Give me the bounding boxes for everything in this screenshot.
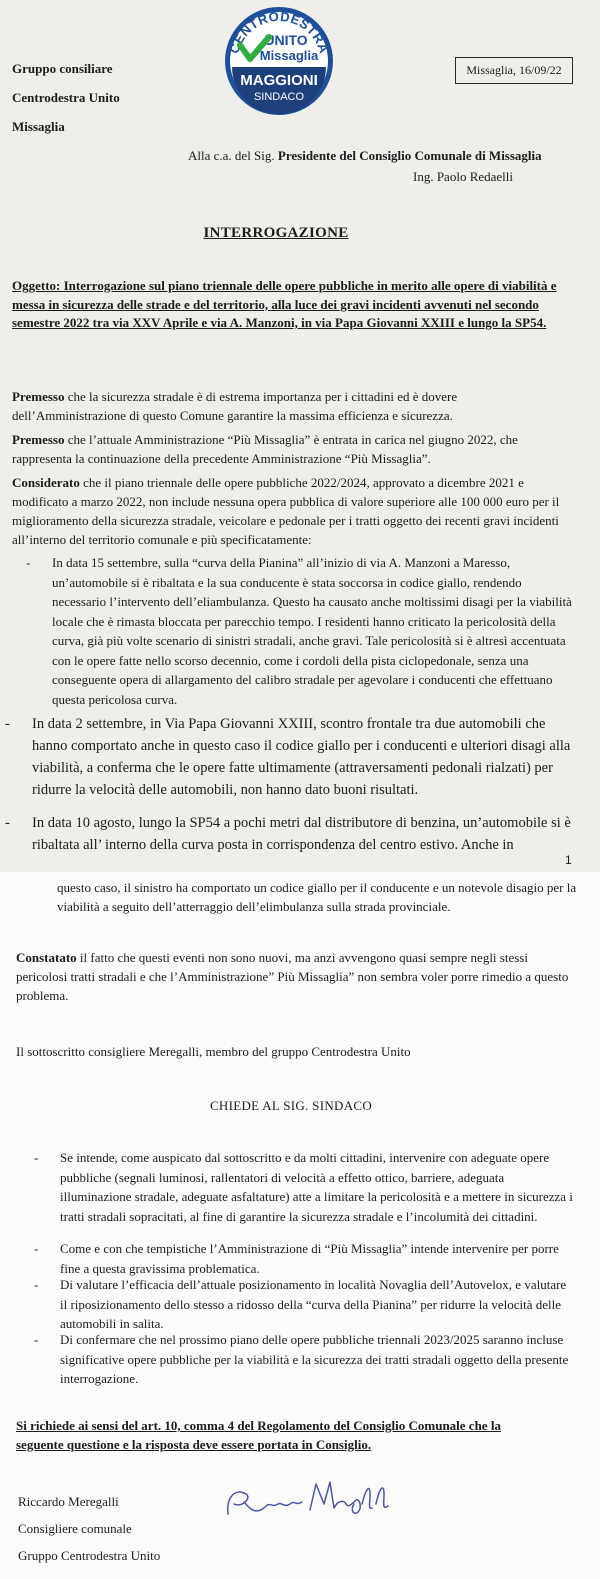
premise-2-text: che l’attuale Amministrazione “Più Missaglia” è entrata in carica nel giugno 2022, che rappresenta la continuazione della precedente Amministrazione “Più Missaglia”. — [12, 432, 518, 466]
incident-3-continued: questo caso, il sinistro ha comportato un codice giallo per il conducente e un notevole disagio per la viabilità a seguito dell’atterraggio dell’elimbulanza sulla strada provinciale. — [57, 880, 577, 914]
noted — [16, 948, 578, 1005]
request-3: - Di valutare l’efficacia dell’attuale posizionamento in località Novaglia dell’Autovelox, e valutare il riposizionamento dello stesso a ridosso della “curva della Pianina” per ridurre la velocità delle automobili in salita. — [34, 1277, 567, 1331]
considered — [12, 473, 572, 549]
considered-keyword: Considerato — [12, 475, 80, 490]
closing-request: Si richiede ai sensi del art. 10, comma 4 del Regolamento del Consiglio Comunale che la seguente questione e la risposta deve essere portata in Consiglio. — [16, 1418, 501, 1452]
logo-text-4: MAGGIONI — [240, 72, 318, 89]
recipient-prefix: Alla c.a. del Sig. — [188, 148, 278, 163]
request-4: - Di confermare che nel prossimo piano delle opere pubbliche triennali 2023/2025 saranno incluse significative opere pubbliche per la viabilità e la sicurezza dei tratti stradali oggetto della presente interrogazione. — [34, 1332, 569, 1386]
logo-text-3: Missaglia — [259, 48, 319, 63]
recipient-line — [188, 146, 542, 165]
group-name-line3: Missaglia — [12, 119, 65, 134]
request-2-text: Come e con che tempistiche l’Amministrazione di “Più Missaglia” intende intervenire per porre fine a questa gravissima problematica. — [60, 1241, 559, 1276]
logo-text-5: SINDACO — [253, 91, 305, 103]
request-4-text: Di confermare che nel prossimo piano delle opere pubbliche triennali 2023/2025 saranno incluse significative opere pubbliche per la viabilità e la sicurezza dei tratti stradali oggetto della presente interrogazione. — [60, 1332, 569, 1386]
request-3-text: Di valutare l’efficacia dell’attuale posizionamento in località Novaglia dell’Autovelox, e valutare il riposizionamento dello stesso a ridosso della “curva della Pianina” per ridurre la velocità delle automobili in salita. — [60, 1277, 567, 1331]
signer-role: Consigliere comunale — [18, 1521, 132, 1536]
request-1: - Se intende, come auspicato dal sottoscritto e da molti cittadini, intervenire con adeguate opere pubbliche (segnali luminosi, rallentatori di velocità a effetto ottico, barriere, adeguata illuminazione stradale, adeguate asfaltature) atte a limitare la pericolosità e a mettere in sicurezza i tratti stradali sopracitati, al fine di garantire la sicurezza stradale e l’incolumità dei cittadini. — [34, 1150, 573, 1224]
recipient-name: Ing. Paolo Redaelli — [413, 169, 514, 184]
signer-name: Riccardo Meregalli — [18, 1494, 119, 1509]
page-number: 1 — [565, 853, 572, 867]
premise-2-keyword: Premesso — [12, 432, 65, 447]
group-name-line1: Gruppo consiliare — [12, 61, 113, 76]
recipient-title: Presidente del Consiglio Comunale di Missaglia — [277, 148, 542, 163]
incident-2-text: In data 2 settembre, in Via Papa Giovanni XXIII, scontro frontale tra due automobili che hanno comportato anche in questo caso il codice giallo per i conducenti e ulteriori disagi alla viabilità, a conferma che le opere fatte ultimamente (attraversamenti pedonali rialzati) per ridurre la velocità delle automobili, non hanno dato buoni risultati. — [32, 716, 571, 798]
subject: Oggetto: Interrogazione sul piano triennale delle opere pubbliche in merito alle opere di viabilità e messa in sicurezza delle strade e del territorio, alla luce dei gravi incidenti avvenuti nel secondo semestre 2022 tra via XXV Aprile e via A. Manzoni, in via Papa Giovanni XXIII e lungo la SP54. — [12, 278, 557, 330]
document-title: INTERROGAZIONE — [203, 225, 349, 241]
undersigned-line: Il sottoscritto consigliere Meregalli, membro del gruppo Centrodestra Unito — [16, 1044, 411, 1059]
logo-text-2: UNITO — [264, 32, 308, 48]
premise-1-text: che la sicurezza stradale è di estrema importanza per i cittadini ed è dovere dell’Amministrazione di questo Comune garantire la massima efficienza e sicurezza. — [12, 389, 458, 423]
incident-1-text: In data 15 settembre, sulla “curva della Pianina” all’inizio di via A. Manzoni a Maresso, un’automobile si è ribaltata e la sua conducente è stata soccorsa in codice giallo, rendendo necessario l’intervento dell’eliambulanza. Questo ha causato anche moltissimi disagi per la viabilità locale che è rimasta bloccata per parecchio tempo. I residenti hanno criticato la pericolosità della curva, già più volte scenario di sinistri stradali, anche gravi. Tale pericolosità si è altresì accentuata con le opere fatte nello scorso decennio, come i cordoli della pista ciclopedonale, senza una conseguente opera di allargamento del calibro stradale per agevolare i conducenti che effettuano questa pericolosa curva. — [52, 555, 572, 707]
noted-text: il fatto che questi eventi non sono nuovi, ma anzi avvengono quasi sempre negli stessi pericolosi tratti stradali e che l’Amministrazione” Più Missaglia” non sembra voler porre rimedio a questo problema. — [16, 950, 569, 1003]
premise-2 — [12, 430, 572, 468]
considered-text: che il piano triennale delle opere pubbliche 2022/2024, approvato a dicembre 2021 e modificato a marzo 2022, non include nessuna opera pubblica di valore superiore alle 100 000 euro per il miglioramento della sicurezza stradale, veicolare e pedonale per i tratti oggetto dei recenti gravi incidenti all’interno del territorio comunale e più specificatamente: — [12, 475, 560, 547]
signer-group: Gruppo Centrodestra Unito — [18, 1548, 161, 1563]
incident-3: - In data 10 agosto, lungo la SP54 a pochi metri dal distributore di benzina, un’automobile si è ribaltata all’ interno della curva posta in corrispondenza del centro estivo. Anche in — [5, 815, 571, 853]
request-heading: CHIEDE AL SIG. SINDACO — [209, 1098, 373, 1113]
party-logo — [223, 5, 335, 117]
handwritten-signature — [222, 1474, 392, 1522]
logo-text-1: CENTRODESTRA — [226, 8, 332, 56]
incident-3-text: In data 10 agosto, lungo la SP54 a pochi metri dal distributore di benzina, un’automobile si è ribaltata all’ interno della curva posta in corrispondenza del centro estivo. Anche in — [32, 815, 571, 853]
date-box: Missaglia, 16/09/22 — [455, 57, 573, 84]
request-2: - Come e con che tempistiche l’Amministrazione di “Più Missaglia” intende intervenire per porre fine a questa gravissima problematica. — [34, 1241, 559, 1276]
noted-keyword: Constatato — [16, 950, 77, 965]
request-1-text: Se intende, come auspicato dal sottoscritto e da molti cittadini, intervenire con adeguate opere pubbliche (segnali luminosi, rallentatori di velocità a effetto ottico, barriere, adeguata illuminazione stradale, adeguate asfaltature) atte a limitare la pericolosità e a mettere in sicurezza i tratti stradali sopracitati, al fine di garantire la sicurezza stradale e l’incolumità dei cittadini. — [60, 1150, 573, 1224]
incident-1: - In data 15 settembre, sulla “curva della Pianina” all’inizio di via A. Manzoni a Maresso, un’automobile si è ribaltata e la sua conducente è stata soccorsa in codice giallo, rendendo necessario l’intervento dell’eliambulanza. Questo ha causato anche moltissimi disagi per la viabilità locale che è rimasta bloccata per parecchio tempo. I residenti hanno criticato la pericolosità della curva, già più volte scenario di sinistri stradali, anche gravi. Tale pericolosità si è altresì accentuata con le opere fatte nello scorso decennio, come i cordoli della pista ciclopedonale, senza una conseguente opera di allargamento del calibro stradale per agevolare i conducenti che effettuano questa pericolosa curva. — [26, 555, 572, 707]
premise-1 — [12, 387, 572, 425]
group-name-line2: Centrodestra Unito — [12, 90, 120, 105]
premise-1-keyword: Premesso — [12, 389, 65, 404]
incident-2: - In data 2 settembre, in Via Papa Giovanni XXIII, scontro frontale tra due automobili che hanno comportato anche in questo caso il codice giallo per i conducenti e ulteriori disagi alla viabilità, a conferma che le opere fatte ultimamente (attraversamenti pedonali rialzati) per ridurre la velocità delle automobili, non hanno dato buoni risultati. — [5, 716, 571, 798]
